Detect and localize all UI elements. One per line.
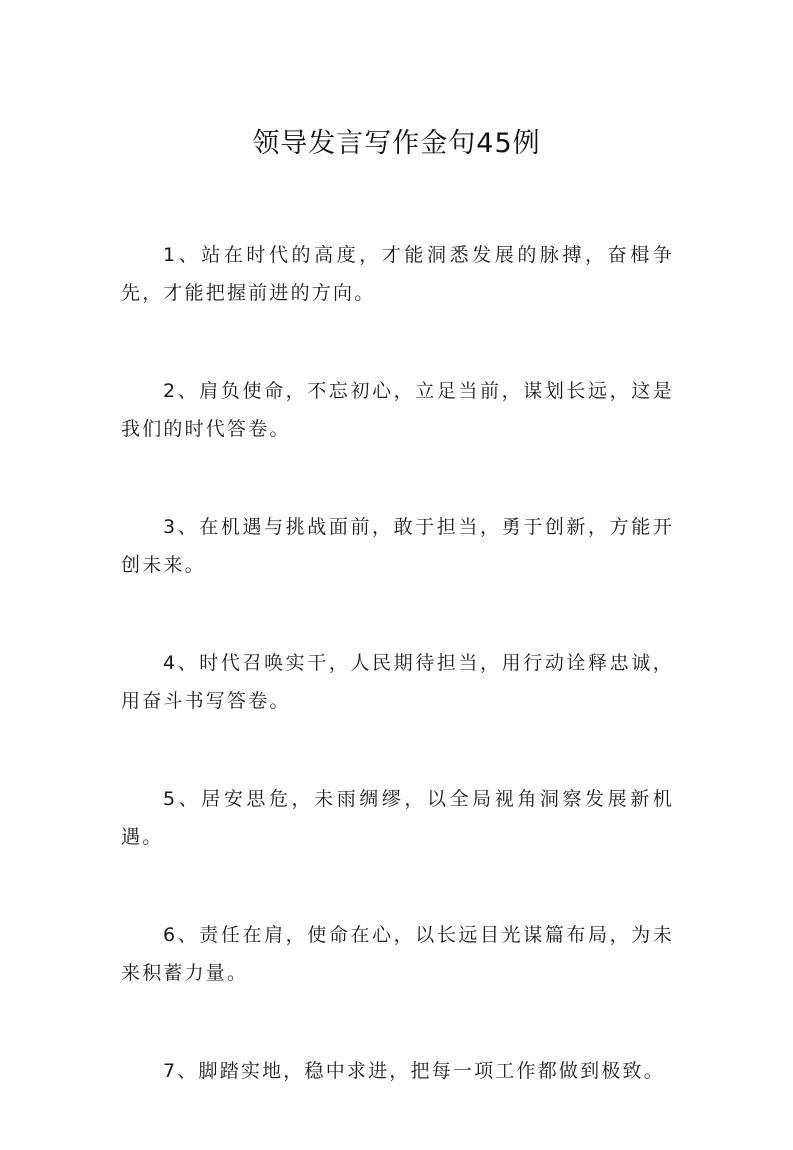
quote-list bbox=[121, 236, 674, 1150]
quote-item-7: 7、脚踏实地，稳中求进，把每一项工作都做到极致。 bbox=[163, 1060, 665, 1082]
quote-item-3: 3、在机遇与挑战面前，敢于担当，勇于创新，方能开创未来。 bbox=[121, 516, 674, 576]
quote-item-4: 4、时代召唤实干，人民期待担当，用行动诠释忠诚，用奋斗书写答卷。 bbox=[121, 652, 674, 712]
quote-item-5: 5、居安思危，未雨绸缪，以全局视角洞察发展新机遇。 bbox=[121, 788, 674, 848]
quote-item-6: 6、责任在肩，使命在心，以长远目光谋篇布局，为未来积蓄力量。 bbox=[121, 924, 674, 984]
quote-item-2: 2、肩负使命，不忘初心，立足当前，谋划长远，这是我们的时代答卷。 bbox=[121, 380, 674, 440]
quote-item-1: 1、站在时代的高度，才能洞悉发展的脉搏，奋楫争先，才能把握前进的方向。 bbox=[121, 244, 674, 304]
document-title: 领导发言写作金句45例 bbox=[252, 128, 541, 159]
